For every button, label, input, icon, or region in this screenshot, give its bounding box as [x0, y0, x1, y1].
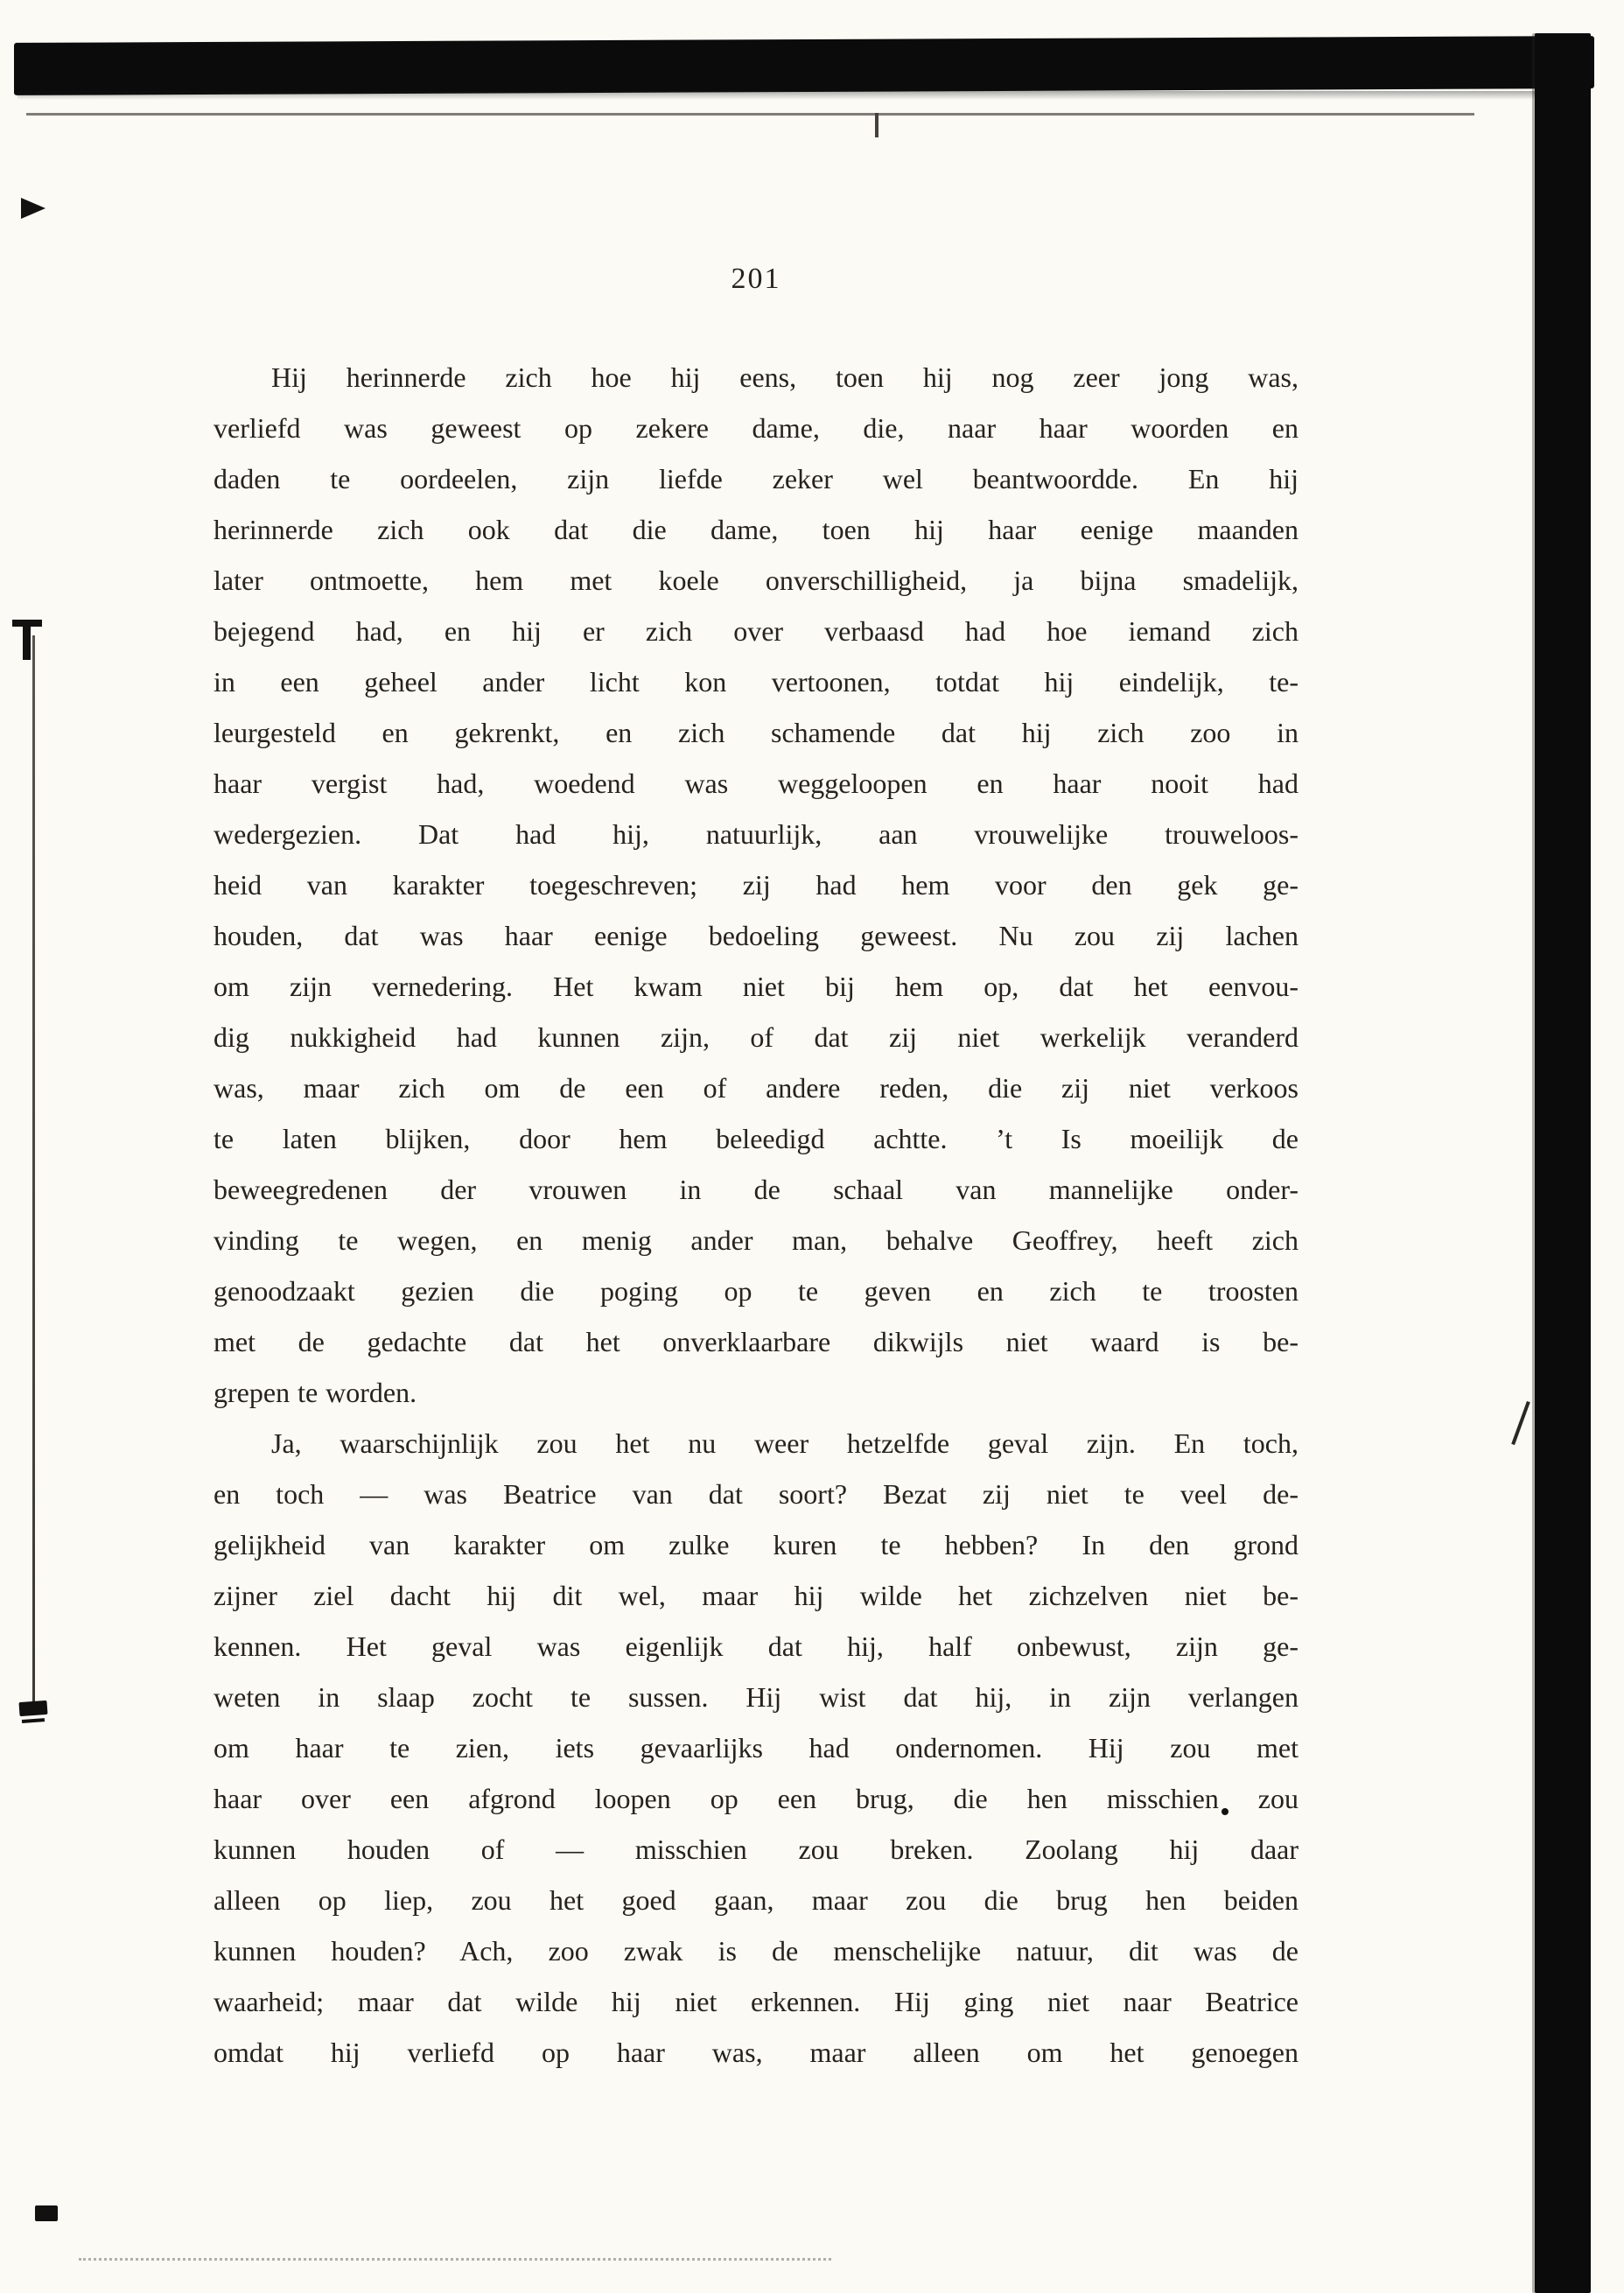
scan-artifact-page-edge-line: [26, 113, 1474, 116]
text-line: Ja, waarschijnlijk zou het nu weer hetzelfde geval zijn. En toch,: [271, 1427, 1298, 1459]
scan-artifact-margin-t-mark: [12, 620, 46, 660]
text-line: met de gedachte dat het onverklaarbare dikwijls niet waard is be-: [214, 1326, 1298, 1357]
text-line: was, maar zich om de een of andere reden, die zij niet verkoos: [214, 1072, 1298, 1104]
text-line: houden, dat was haar eenige bedoeling geweest. Nu zou zij lachen: [214, 920, 1298, 951]
text-line: kunnen houden of — misschien zou breken. Zoolang hij daar: [214, 1834, 1298, 1865]
text-line: alleen op liep, zou het goed gaan, maar zou die brug hen beiden: [214, 1884, 1298, 1916]
text-line: om zijn vernedering. Het kwam niet bij hem op, dat het eenvou-: [214, 971, 1298, 1002]
scan-artifact-margin-rule: [32, 635, 35, 1712]
scan-artifact-top-band: [14, 36, 1594, 95]
text-line: en toch — was Beatrice van dat soort? Bezat zij niet te veel de-: [214, 1478, 1298, 1510]
text-line: weten in slaap zocht te sussen. Hij wist dat hij, in zijn verlangen: [214, 1681, 1298, 1713]
text-line: Hij herinnerde zich hoe hij eens, toen hij nog zeer jong was,: [271, 361, 1298, 393]
page-number: 201: [731, 263, 781, 295]
text-line: leurgesteld en gekrenkt, en zich schamende dat hij zich zoo in: [214, 717, 1298, 748]
scan-artifact-top-band-fade: [18, 91, 1584, 100]
text-block: [214, 352, 1298, 2078]
text-line: kennen. Het geval was eigenlijk dat hij, half onbewust, zijn ge-: [214, 1630, 1298, 1662]
text-line: daden te oordeelen, zijn liefde zeker wel beantwoordde. En hij: [214, 463, 1298, 494]
text-line: om haar te zien, iets gevaarlijks had ondernomen. Hij zou met: [214, 1732, 1298, 1764]
text-line: grepen te worden.: [214, 1377, 417, 1408]
paragraph-1: [214, 352, 1298, 1418]
text-line: beweegredenen der vrouwen in de schaal van mannelijke onder-: [214, 1174, 1298, 1205]
text-line: verliefd was geweest op zekere dame, die, naar haar woorden en: [214, 412, 1298, 444]
scan-artifact-bottom-dotted-line: [79, 2258, 831, 2261]
scan-artifact-margin-arrow: [21, 198, 46, 219]
text-line: herinnerde zich ook dat die dame, toen hij haar eenige maanden: [214, 514, 1298, 545]
text-line: haar over een afgrond loopen op een brug, die hen misschien zou: [214, 1783, 1298, 1814]
text-line: in een geheel ander licht kon vertoonen, totdat hij eindelijk, te-: [214, 666, 1298, 698]
text-line: heid van karakter toegeschreven; zij had hem voor den gek ge-: [214, 869, 1298, 901]
text-line: kunnen houden? Ach, zoo zwak is de menschelijke natuur, dit was de: [214, 1935, 1298, 1967]
text-line: waarheid; maar dat wilde hij niet erkennen. Hij ging niet naar Beatrice: [214, 1986, 1298, 2017]
paragraph-2: [214, 1418, 1298, 2078]
text-line: omdat hij verliefd op haar was, maar alleen om het genoegen: [214, 2037, 1298, 2068]
text-line: zijner ziel dacht hij dit wel, maar hij wilde het zichzelven niet be-: [214, 1580, 1298, 1611]
text-line: dig nukkigheid had kunnen zijn, of dat zij niet werkelijk veranderd: [214, 1021, 1298, 1053]
text-line: te laten blijken, door hem beleedigd achtte. ’t Is moeilijk de: [214, 1123, 1298, 1154]
text-line: vinding te wegen, en menig ander man, behalve Geoffrey, heeft zich: [214, 1224, 1298, 1256]
scan-artifact-margin-blob: [18, 1700, 47, 1716]
text-line: later ontmoette, hem met koele onverschilligheid, ja bijna smadelijk,: [214, 564, 1298, 596]
text-line: haar vergist had, woedend was weggeloopen en haar nooit had: [214, 768, 1298, 799]
scan-artifact-edge-tick: [875, 113, 878, 137]
scan-artifact-bottom-left-mark: [35, 2205, 58, 2221]
text-line: wedergezien. Dat had hij, natuurlijk, aan vrouwelijke trouweloos-: [214, 818, 1298, 850]
scan-artifact-slash-mark: [1511, 1401, 1530, 1445]
text-line: genoodzaakt gezien die poging op te geven en zich te troosten: [214, 1275, 1298, 1307]
text-line: bejegend had, en hij er zich over verbaasd had hoe iemand zich: [214, 615, 1298, 647]
text-line: gelijkheid van karakter om zulke kuren te hebben? In den grond: [214, 1529, 1298, 1560]
scan-artifact-binding-band: [1535, 33, 1591, 2293]
